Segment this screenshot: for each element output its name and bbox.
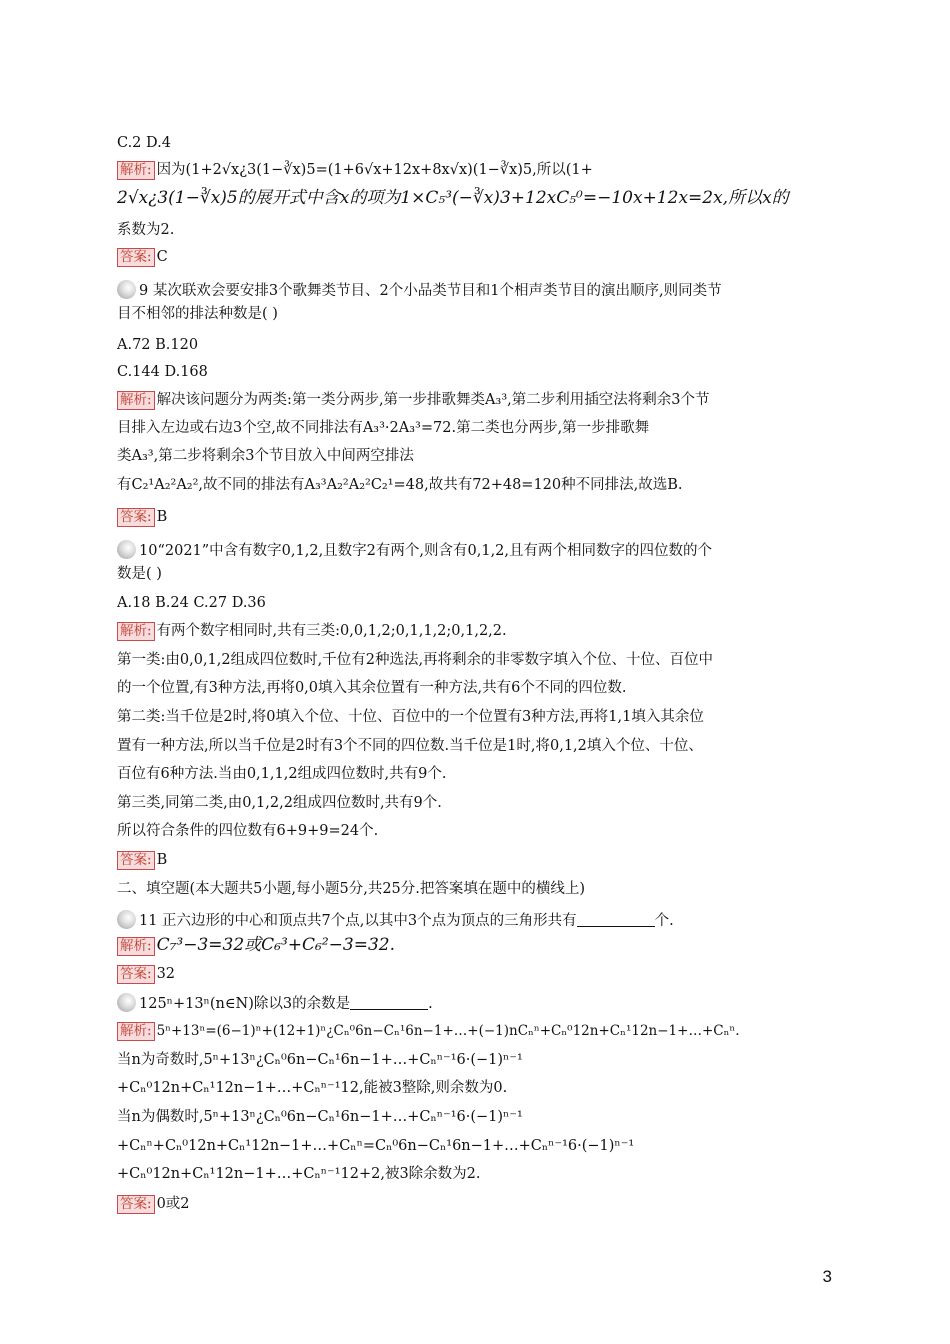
analysis-continuation: 所以符合条件的四位数有6+9+9=24个.	[117, 823, 379, 839]
analysis-continuation: 目排入左边或右边3个空,故不同排法有A₃³·2A₃³=72.第二类也分两步,第一步排歌舞	[117, 420, 650, 436]
question-bullet-icon	[117, 280, 136, 299]
question-10	[117, 540, 712, 561]
analysis-continuation: 第三类,同第二类,由0,1,2,2组成四位数时,共有9个.	[117, 795, 442, 811]
question-11	[117, 910, 674, 931]
analysis-continuation: +Cₙ⁰12n+Cₙ¹12n−1+…+Cₙⁿ⁻¹12+2,被3除余数为2.	[117, 1166, 481, 1182]
answer-text: B	[156, 852, 168, 868]
answer-tag: 答案:	[117, 965, 155, 984]
analysis-continuation: 的一个位置,有3种方法,再将0,0填入其余位置有一种方法,共有6个不同的四位数.	[117, 680, 627, 696]
analysis-continuation: 第二类:当千位是2时,将0填入个位、十位、百位中的一个位置有3种方法,再将1,1填入其余位	[117, 709, 704, 725]
page-number: 3	[822, 1267, 832, 1286]
question-continuation: 数是( )	[117, 566, 162, 582]
options-c-d: C.144 D.168	[117, 364, 208, 380]
analysis-line	[117, 1021, 740, 1041]
options-a-b: A.72 B.120	[117, 337, 199, 353]
analysis-tag: 解析:	[117, 391, 155, 410]
analysis-continuation: +Cₙⁿ+Cₙ⁰12n+Cₙ¹12n−1+…+Cₙⁿ=Cₙ⁰6n−Cₙ¹6n−1+…+Cₙⁿ⁻¹6·(−1)ⁿ⁻¹	[117, 1138, 635, 1154]
options-c-d: C.2 D.4	[117, 135, 171, 151]
analysis-text: 解决该问题分为两类:第一类分两步,第一步排歌舞类A₃³,第二步利用插空法将剩余3个节	[156, 392, 710, 408]
analysis-tag: 解析:	[117, 1022, 155, 1041]
analysis-text: C₇³−3=32或C₆³+C₆²−3=32.	[156, 935, 395, 955]
question-12	[117, 993, 433, 1014]
answer-line	[117, 247, 168, 267]
analysis-line	[117, 390, 710, 410]
question-9	[117, 280, 722, 301]
analysis-continuation: 2√x¿3(1−∛x)5的展开式中含x的项为1×C₅³(−∛x)3+12xC₅⁰=−10x+12x=2x,所以x的	[117, 188, 789, 208]
answer-blank	[350, 995, 428, 1010]
analysis-text: 有两个数字相同时,共有三类:0,0,1,2;0,1,1,2;0,1,2,2.	[156, 623, 507, 639]
answer-blank	[577, 912, 655, 927]
question-text: 10“2021”中含有数字0,1,2,且数字2有两个,则含有0,1,2,且有两个相同数字的四位数的个	[139, 543, 713, 559]
question-bullet-icon	[117, 540, 136, 559]
analysis-line	[117, 935, 395, 956]
section-heading: 二、填空题(本大题共5小题,每小题5分,共25分.把答案填在题中的横线上)	[117, 881, 586, 897]
options-a-d: A.18 B.24 C.27 D.36	[117, 595, 266, 611]
answer-text: 32	[156, 966, 176, 982]
analysis-continuation: 有C₂¹A₂²A₂²,故不同的排法有A₃³A₂²A₂²C₂¹=48,故共有72+48=120种不同排法,故选B.	[117, 477, 683, 493]
answer-tag: 答案:	[117, 248, 155, 267]
analysis-text: 因为(1+2√x¿3(1−∛x)5=(1+6√x+12x+8x√x)(1−∛x)5,所以(1+	[156, 162, 593, 178]
answer-tag: 答案:	[117, 508, 155, 527]
analysis-continuation: 类A₃³,第二步将剩余3个节目放入中间两空排法	[117, 448, 414, 464]
analysis-line	[117, 160, 593, 180]
question-text: 125ⁿ+13ⁿ(n∈N)除以3的余数是	[139, 996, 351, 1012]
analysis-continuation: 系数为2.	[117, 222, 175, 238]
analysis-text: 5ⁿ+13ⁿ=(6−1)ⁿ+(12+1)ⁿ¿Cₙ⁰6n−Cₙ¹6n−1+…+(−1)nCₙⁿ+Cₙ⁰12n+Cₙ¹12n−1+…+Cₙⁿ.	[156, 1023, 740, 1039]
analysis-continuation: +Cₙ⁰12n+Cₙ¹12n−1+…+Cₙⁿ⁻¹12,能被3整除,则余数为0.	[117, 1080, 508, 1096]
answer-tag: 答案:	[117, 1195, 155, 1214]
analysis-continuation: 置有一种方法,所以当千位是2时有3个不同的四位数.当千位是1时,将0,1,2填入个位、十位、	[117, 738, 703, 754]
analysis-continuation: 第一类:由0,0,1,2组成四位数时,千位有2种选法,再将剩余的非零数字填入个位、十位、百位中	[117, 652, 714, 668]
answer-tag: 答案:	[117, 851, 155, 870]
answer-text: B	[156, 509, 168, 525]
question-bullet-icon	[117, 993, 136, 1012]
question-continuation: 目不相邻的排法种数是( )	[117, 306, 278, 322]
answer-text: 0或2	[156, 1196, 190, 1212]
analysis-continuation: 百位有6种方法.当由0,1,1,2组成四位数时,共有9个.	[117, 766, 447, 782]
question-text-end: .	[428, 996, 433, 1012]
answer-line	[117, 1194, 190, 1214]
analysis-continuation: 当n为偶数时,5ⁿ+13ⁿ¿Cₙ⁰6n−Cₙ¹6n−1+…+Cₙⁿ⁻¹6·(−1)ⁿ⁻¹	[117, 1109, 523, 1125]
answer-line	[117, 964, 175, 984]
analysis-tag: 解析:	[117, 937, 155, 956]
answer-line	[117, 850, 167, 870]
analysis-continuation: 当n为奇数时,5ⁿ+13ⁿ¿Cₙ⁰6n−Cₙ¹6n−1+…+Cₙⁿ⁻¹6·(−1)ⁿ⁻¹	[117, 1052, 523, 1068]
analysis-tag: 解析:	[117, 161, 155, 180]
analysis-line	[117, 621, 507, 641]
question-text-end: 个.	[654, 913, 674, 929]
question-text: 11 正六边形的中心和顶点共7个点,以其中3个点为顶点的三角形共有	[139, 913, 577, 929]
question-text: 9 某次联欢会要安排3个歌舞类节目、2个小品类节目和1个相声类节目的演出顺序,则同类节	[139, 283, 722, 299]
question-bullet-icon	[117, 910, 136, 929]
analysis-tag: 解析:	[117, 622, 155, 641]
answer-line	[117, 507, 167, 527]
answer-text: C	[156, 249, 168, 265]
